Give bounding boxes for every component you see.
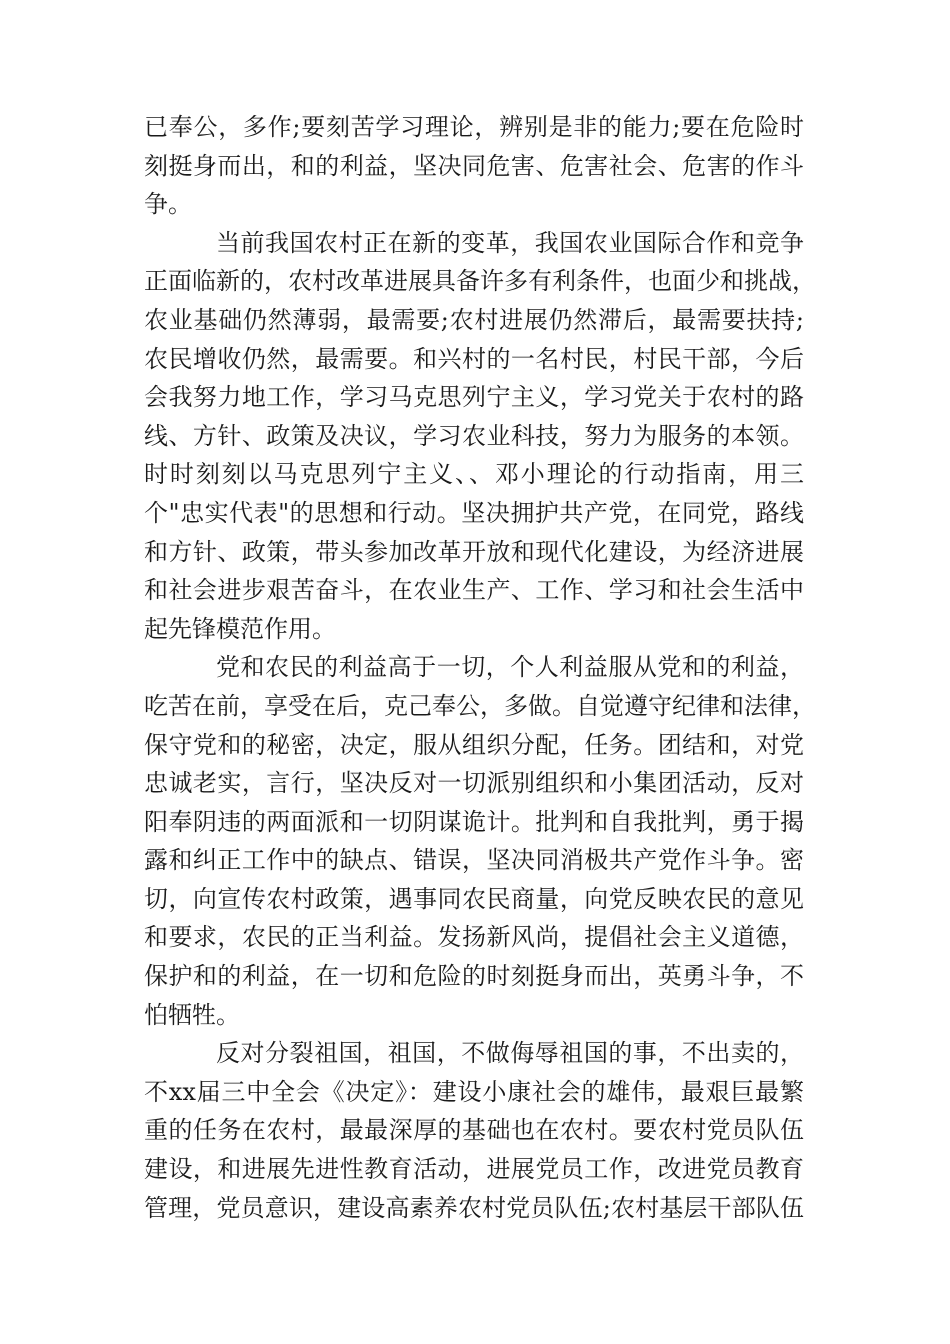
text-line: 露和纠正工作中的缺点、错误，坚决同消极共产党作斗争。密 xyxy=(144,846,804,875)
text-line: 正面临新的，农村改革进展具备许多有利条件，也面少和挑战， xyxy=(144,267,816,296)
text-line: 反对分裂祖国，祖国，不做侮辱祖国的事，不出卖的， xyxy=(216,1039,804,1068)
text-line: 管理，党员意识，建设高素养农村党员队伍;农村基层干部队伍 xyxy=(144,1193,804,1222)
text-line: 当前我国农村正在新的变革，我国农业国际合作和竞争 xyxy=(216,228,804,257)
text-line: 线、方针、政策及决议，学习农业科技，努力为服务的本领。 xyxy=(144,421,804,450)
text-line: 会我努力地工作，学习马克思列宁主义，学习党关于农村的路 xyxy=(144,383,804,412)
text-line: 刻挺身而出，和的利益，坚决同危害、危害社会、危害的作斗 xyxy=(144,151,804,180)
text-line: 已奉公，多作;要刻苦学习理论，辨别是非的能力;要在危险时 xyxy=(144,113,804,141)
text-line: 起先锋模范作用。 xyxy=(144,614,336,643)
text-line: 不xx届三中全会《决定》：建设小康社会的雄伟，最艰巨最繁 xyxy=(144,1077,804,1106)
text-line: 争。 xyxy=(144,190,192,219)
text-line: 农民增收仍然，最需要。和兴村的一名村民，村民干部，今后 xyxy=(144,344,804,373)
text-line: 党和农民的利益高于一切，个人利益服从党和的利益， xyxy=(216,653,804,682)
body-text xyxy=(144,108,816,1227)
text-line: 和要求，农民的正当利益。发扬新风尚，提倡社会主义道德， xyxy=(144,923,804,952)
text-line: 忠诚老实，言行，坚决反对一切派别组织和小集团活动，反对 xyxy=(144,769,804,798)
text-line: 重的任务在农村，最最深厚的基础也在农村。要农村党员队伍 xyxy=(144,1116,804,1145)
text-line: 建设，和进展先进性教育活动，进展党员工作，改进党员教育 xyxy=(144,1155,804,1184)
text-line: 时时刻刻以马克思列宁主义、、邓小理论的行动指南，用三 xyxy=(144,460,804,489)
text-line: 怕牺牲。 xyxy=(144,1000,240,1029)
text-line: 农业基础仍然薄弱，最需要;农村进展仍然滞后，最需要扶持; xyxy=(144,305,804,334)
text-line: 阳奉阴违的两面派和一切阴谋诡计。批判和自我批判，勇于揭 xyxy=(144,807,804,836)
text-line: 和方针、政策，带头参加改革开放和现代化建设，为经济进展 xyxy=(144,537,804,566)
text-line: 和社会进步艰苦奋斗，在农业生产、工作、学习和社会生活中 xyxy=(144,576,804,605)
text-line: 保护和的利益，在一切和危险的时刻挺身而出，英勇斗争，不 xyxy=(144,962,804,991)
text-line: 吃苦在前，享受在后，克己奉公，多做。自觉遵守纪律和法律， xyxy=(144,691,816,720)
text-line: 保守党和的秘密，决定，服从组织分配，任务。团结和，对党 xyxy=(144,730,804,759)
text-line: 个"忠实代表"的思想和行动。坚决拥护共产党，在同党，路线 xyxy=(144,498,804,527)
text-line: 切，向宣传农村政策，遇事同农民商量，向党反映农民的意见 xyxy=(144,884,804,913)
